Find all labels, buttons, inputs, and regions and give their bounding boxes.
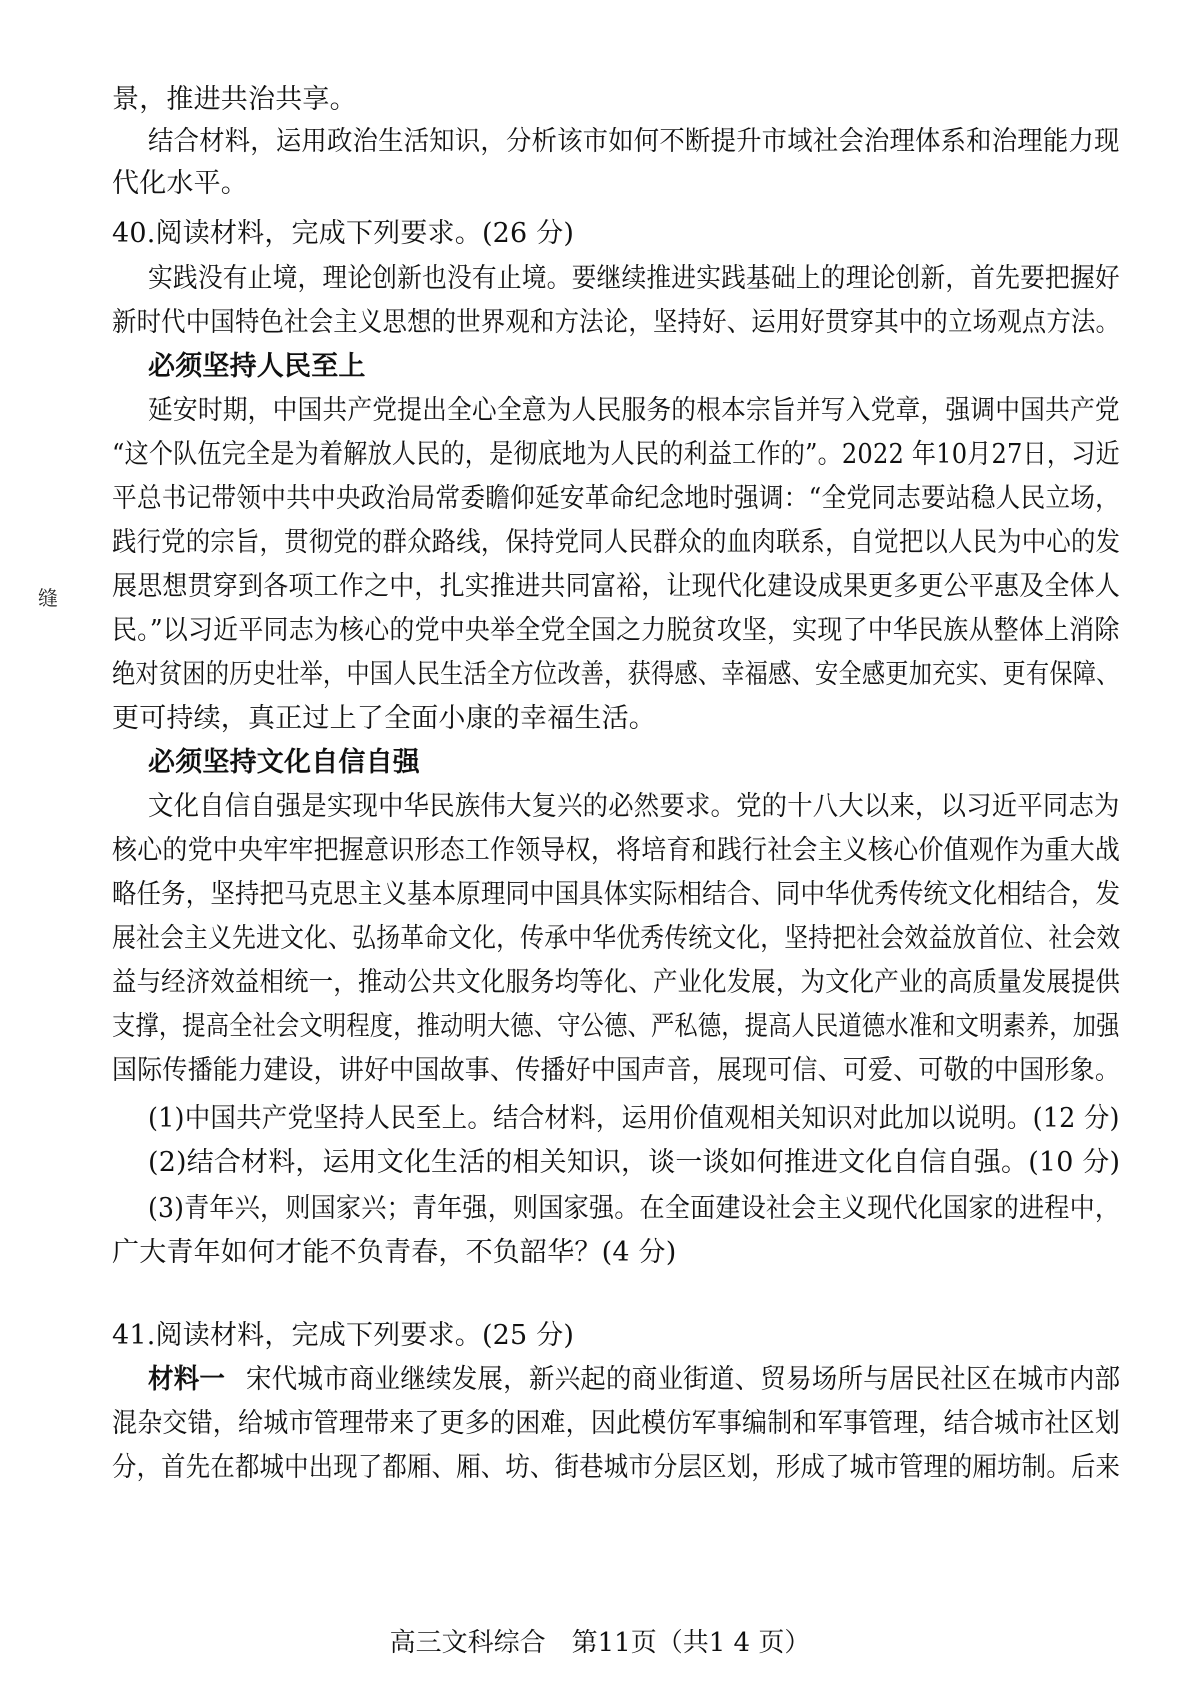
q40-heading: 40.阅读材料，完成下列要求。(26 分) bbox=[112, 218, 575, 249]
q40-culture-line-2: 核心的党中央牢牢把握意识形态工作领导权，将培育和践行社会主义核心价值观作为重大战 bbox=[112, 835, 1121, 866]
q41-material-line-1 bbox=[148, 1362, 1120, 1398]
q40-culture-line-6: 支撑，提高全社会文明程度，推动明大德、守公德、严私德，提高人民道德水准和文明素养，加强 bbox=[112, 1011, 1120, 1042]
q40-subheading-people: 必须坚持人民至上 bbox=[148, 351, 366, 382]
binding-margin-mark: 缝 bbox=[38, 586, 58, 610]
q40-question-3: (3)青年兴，则国家兴；青年强，则国家强。在全面建设社会主义现代化国家的进程中， bbox=[148, 1193, 1121, 1224]
q40-intro-line-1: 实践没有止境，理论创新也没有止境。要继续推进实践基础上的理论创新，首先要把握好 bbox=[148, 263, 1120, 294]
q39-prompt-line-2: 代化水平。 bbox=[112, 168, 248, 199]
q40-culture-line-3: 略任务，坚持把马克思主义基本原理同中国具体实际相结合、同中华优秀传统文化相结合，发 bbox=[112, 879, 1121, 910]
page-footer: 高三文科综合 第11页（共1 4 页） bbox=[389, 1628, 811, 1658]
q40-culture-line-5: 益与经济效益相统一，推动公共文化服务均等化、产业化发展，为文化产业的高质量发展提供 bbox=[112, 967, 1121, 998]
q41-heading: 41.阅读材料，完成下列要求。(25 分) bbox=[112, 1320, 575, 1351]
q40-people-line-4: 践行党的宗旨，贯彻党的群众路线，保持党同人民群众的血肉联系，自觉把以人民为中心的发 bbox=[112, 527, 1121, 558]
q40-culture-line-4: 展社会主义先进文化、弘扬革命文化，传承中华优秀传统文化，坚持把社会效益放首位、社会效 bbox=[112, 923, 1121, 954]
q40-question-2: (2)结合材料，运用文化生活的相关知识，谈一谈如何推进文化自信自强。(10 分) bbox=[148, 1147, 1121, 1178]
q40-people-line-5: 展思想贯穿到各项工作之中，扎实推进共同富裕，让现代化建设成果更多更公平惠及全体人 bbox=[112, 571, 1121, 602]
q40-subheading-culture: 必须坚持文化自信自强 bbox=[148, 747, 420, 778]
q40-people-line-3: 平总书记带领中共中央政治局常委瞻仰延安革命纪念地时强调：“全党同志要站稳人民立场， bbox=[112, 483, 1121, 514]
q40-people-line-8: 更可持续，真正过上了全面小康的幸福生活。 bbox=[112, 703, 656, 734]
q40-people-line-2: “这个队伍完全是为着解放人民的，是彻底地为人民的利益工作的”。2022 年10月27日，习近 bbox=[112, 439, 1120, 470]
q40-people-line-1: 延安时期，中国共产党提出全心全意为人民服务的根本宗旨并写入党章，强调中国共产党 bbox=[148, 395, 1120, 426]
q41-material-line-2: 混杂交错，给城市管理带来了更多的困难，因此模仿军事编制和军事管理，结合城市社区划 bbox=[112, 1408, 1121, 1439]
continuation-text: 景，推进共治共享。 bbox=[112, 84, 357, 115]
q40-intro-line-2: 新时代中国特色社会主义思想的世界观和方法论，坚持好、运用好贯穿其中的立场观点方法。 bbox=[112, 307, 1121, 338]
q40-question-1: (1)中国共产党坚持人民至上。结合材料，运用价值观相关知识对此加以说明。(12 分) bbox=[148, 1103, 1120, 1134]
q41-material-text-1: 宋代城市商业继续发展，新兴起的商业街道、贸易场所与居民社区在城市内部 bbox=[245, 1364, 1121, 1395]
q39-prompt-line-1: 结合材料，运用政治生活知识，分析该市如何不断提升市域社会治理体系和治理能力现 bbox=[148, 126, 1120, 157]
q40-culture-line-1: 文化自信自强是实现中华民族伟大复兴的必然要求。党的十八大以来，以习近平同志为 bbox=[148, 791, 1120, 822]
q40-question-3-cont: 广大青年如何才能不负青春，不负韶华？(4 分) bbox=[112, 1237, 677, 1268]
q40-people-line-7: 绝对贫困的历史壮举，中国人民生活全方位改善，获得感、幸福感、安全感更加充实、更有保障、 bbox=[112, 659, 1120, 690]
q40-culture-line-7: 国际传播能力建设，讲好中国故事、传播好中国声音，展现可信、可爱、可敬的中国形象。 bbox=[112, 1055, 1121, 1086]
q41-material-label: 材料一 bbox=[148, 1364, 226, 1395]
q40-people-line-6: 民。”以习近平同志为核心的党中央举全党全国之力脱贫攻坚，实现了中华民族从整体上消除 bbox=[112, 615, 1120, 646]
q41-material-line-3: 分，首先在都城中出现了都厢、厢、坊、街巷城市分层区划，形成了城市管理的厢坊制。后来 bbox=[112, 1452, 1121, 1483]
